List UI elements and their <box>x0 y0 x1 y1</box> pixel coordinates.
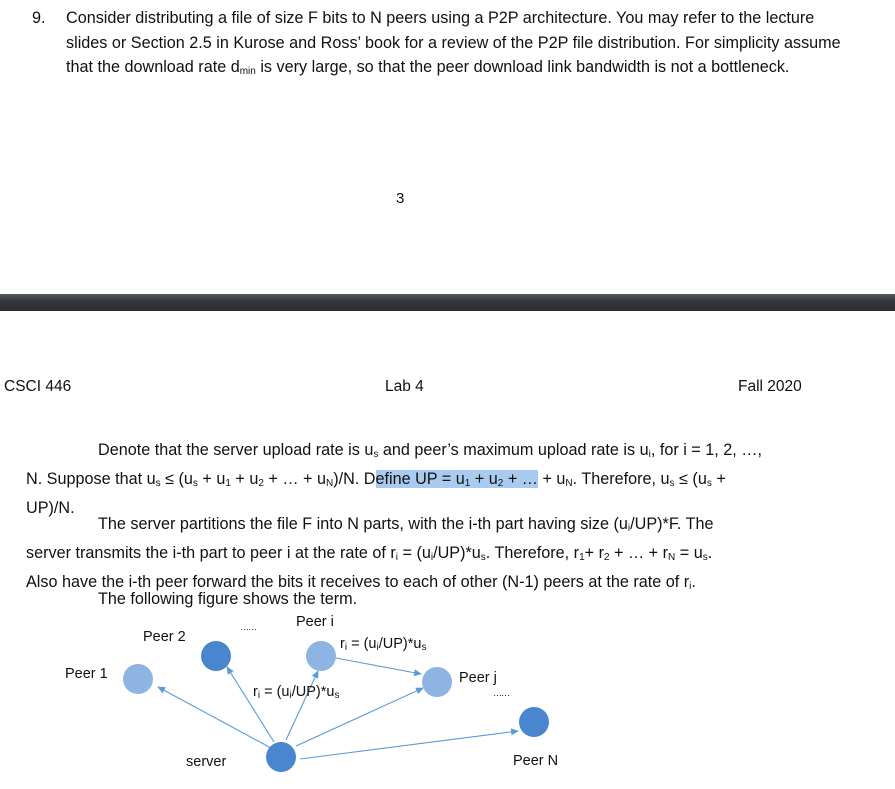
p2p-distribution-figure <box>0 600 895 789</box>
ellipsis-top: …… <box>240 622 256 632</box>
formula-peeri-rate: $r_i = (u_i/UP)*u_s$ <box>340 636 427 653</box>
paragraph-upload-rates: Denote that the server upload rate is $u_s$ and peer’s maximum upload rate is $u_i$, for i = 1, 2, …, N. Suppose that $u_s \le (u_s + u_1 + u_2$ + … + $u_N)/N$. Define UP = $u_1 + u_2$ + … + $u_N$. Therefore, $u_s \le (u_s$ + UP)/N. <box>26 441 762 517</box>
peerN-node <box>519 707 549 737</box>
label-server: server <box>186 754 227 770</box>
page-number: 3 <box>396 190 405 207</box>
header-title: Lab 4 <box>385 378 424 395</box>
label-peeri: Peer i <box>296 614 334 630</box>
paragraph-partitions: The server partitions the file F into N parts, with the i-th part having size $(u_i/UP)*F$. The server transmits the i-th part to peer i at the rate of $r_i = (u_i/UP)*u_s$. Therefore, $r_1+ r_2$ + … + $r_N = u_s$. Also have the i-th peer forward the bits it receives to each of other (N-1) peers at the rate of $r_i$. <box>26 515 714 592</box>
arrow-peeri-to-peerj <box>336 658 421 674</box>
header-term: Fall 2020 <box>738 378 802 395</box>
header-course: CSCI 446 <box>4 378 72 395</box>
label-peer1: Peer 1 <box>65 666 108 682</box>
label-peerN: Peer N <box>513 753 559 769</box>
paragraph-figure-intro: The following figure shows the term. <box>98 590 358 608</box>
peerj-node <box>422 667 452 697</box>
label-peer2: Peer 2 <box>143 629 186 645</box>
peer2-node <box>201 641 231 671</box>
ellipsis-right: …… <box>493 688 509 698</box>
arrow-server-to-peer2 <box>227 667 274 742</box>
label-peerj: Peer j <box>459 670 497 686</box>
arrow-server-to-peerN <box>300 731 518 759</box>
page-break-divider <box>0 294 895 311</box>
server-node <box>266 742 296 772</box>
highlighted-definition: efine UP = $u_1 + u_2$ + … <box>375 470 538 489</box>
formula-server-rate: $r_i = (u_i/UP)*u_s$ <box>253 684 340 701</box>
question-number: 9. <box>32 9 46 27</box>
question-9 <box>32 6 842 85</box>
question-text: Consider distributing a file of size F bits to N peers using a P2P architecture. You may refer to the lecture slides or Section 2.5 in Kurose and Ross’ book for a review of the P2P file distribution. For simplicity assume that the download rate $d_{min}$ is very large, so that the peer download link bandwidth is not a bottleneck. <box>66 9 841 77</box>
peer1-node <box>123 664 153 694</box>
arrow-server-to-peeri <box>286 671 318 740</box>
peeri-node <box>306 641 336 671</box>
